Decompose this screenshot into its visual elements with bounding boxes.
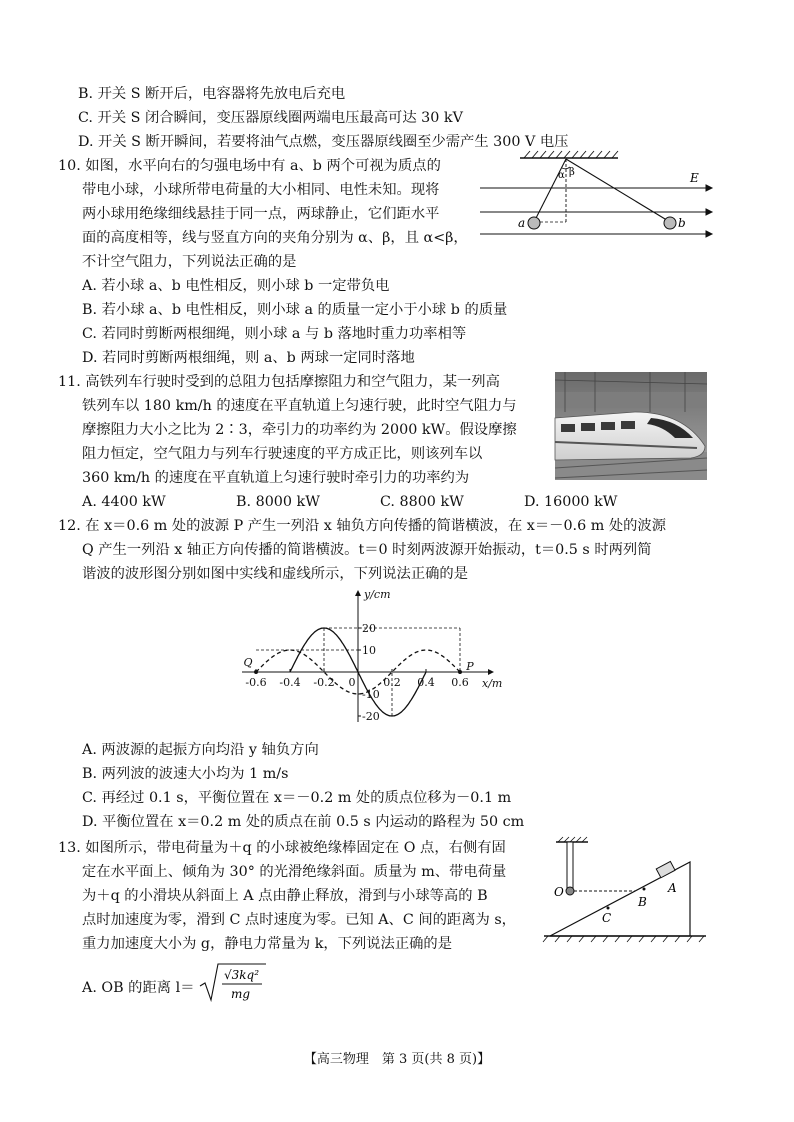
q13-radical [198, 962, 268, 1004]
q12-option-d: D. 平衡位置在 x＝0.2 m 处的质点在前 0.5 s 内运动的路程为 50 cm [82, 814, 525, 830]
prev-option-c: C. 开关 S 闭合瞬间，变压器原线圈两端电压最高可达 30 kV [78, 110, 463, 126]
string-b [566, 159, 670, 222]
q13-line1: 13. 如图所示，带电荷量为＋q 的小球被绝缘棒固定在 O 点，右侧有固 [58, 840, 506, 856]
string-a [534, 159, 566, 222]
source-q-label: Q [243, 656, 253, 669]
x-axis-arrow [488, 669, 494, 675]
y-tick-label: 20 [362, 622, 376, 635]
point-b-label: B [638, 895, 647, 909]
q10-option-b: B. 若小球 a、b 电性相反，则小球 a 的质量一定小于小球 b 的质量 [82, 302, 508, 318]
q10-line1: 10. 如图，水平向右的匀强电场中有 a、b 两个可视为质点的 [58, 158, 441, 174]
q11-line4: 阻力恒定，空气阻力与列车行驶速度的平方成正比，则该列车以 [82, 446, 483, 462]
alpha-label: α [558, 170, 565, 181]
y-tick-label: 10 [362, 644, 376, 657]
insulating-rod [567, 842, 573, 890]
field-label: E [690, 171, 699, 185]
x-tick-label: -0.4 [279, 676, 301, 689]
point-c [607, 907, 610, 910]
incline-figure [540, 836, 710, 946]
q12-line3: 谐波的波形图分别如图中实线和虚线所示，下列说法正确的是 [82, 566, 469, 582]
source-p-label: P [466, 660, 474, 673]
y-axis-arrow [355, 590, 361, 596]
source-p-point [458, 670, 462, 674]
q13-option-a: A. OB 的距离 l＝ [82, 980, 195, 996]
q10-line5: 不计空气阻力，下列说法正确的是 [82, 254, 297, 270]
q10-option-a: A. 若小球 a、b 电性相反，则小球 b 一定带负电 [82, 278, 390, 294]
q13-fraction-denominator: mg [231, 987, 251, 1001]
q11-line3: 摩擦阻力大小之比为 2∶3，牵引力的功率约为 2000 kW。假设摩擦 [82, 422, 517, 438]
ball-b [664, 217, 676, 229]
q13-line4: 点时加速度为零，滑到 C 点时速度为零。已知 A、C 间的距离为 s， [82, 912, 516, 928]
wave-chart [236, 586, 506, 732]
beta-label: β [569, 167, 575, 178]
q13-line3: 为＋q 的小滑块从斜面上 A 点由静止释放，滑到与小球等高的 B [82, 888, 488, 904]
source-q-point [254, 670, 258, 674]
ceiling-q13 [556, 837, 588, 842]
q10-line4: 面的高度相等，线与竖直方向的夹角分别为 α、β，且 α<β， [82, 230, 468, 246]
q11-line2: 铁列车以 180 km/h 的速度在平直轨道上匀速行驶，此时空气阻力与 [82, 398, 517, 414]
q13-line5: 重力加速度大小为 g，静电力常量为 k，下列说法正确的是 [82, 936, 453, 952]
y-tick-label: -10 [362, 688, 380, 701]
ball-b-label: b [678, 216, 686, 230]
y-tick-label: -20 [362, 710, 380, 723]
y-axis-label: y/cm [364, 588, 391, 601]
q11-option-c: C. 8800 kW [380, 494, 464, 510]
point-a-label: A [668, 881, 677, 895]
q12-line2: Q 产生一列沿 x 轴正方向传播的简谐横波。t＝0 时刻两波源开始振动，t＝0.5 s 时两列简 [82, 542, 652, 558]
x-axis-label: x/m [482, 677, 503, 690]
q10-figure [478, 148, 714, 248]
q12-line1: 12. 在 x＝0.6 m 处的波源 P 产生一列沿 x 轴负方向传播的简谐横波，在 x＝－0.6 m 处的波源 [58, 518, 667, 534]
q10-line3: 两小球用绝缘细线悬挂于同一点，两球静止，它们距水平 [82, 206, 440, 222]
q12-option-b: B. 两列波的波速大小均为 1 m/s [82, 766, 289, 782]
prev-option-d: D. 开关 S 断开瞬间，若要将油气点燃，变压器原线圈至少需产生 300 V 电压 [78, 134, 569, 150]
q11-option-d: D. 16000 kW [524, 494, 618, 510]
q11-line1: 11. 高铁列车行驶时受到的总阻力包括摩擦阻力和空气阻力，某一列高 [58, 374, 500, 390]
ball-a [528, 217, 540, 229]
x-tick-label: 0 [348, 676, 356, 689]
x-tick-label: -0.6 [245, 676, 267, 689]
x-tick-label: 0.2 [383, 676, 401, 689]
charged-ball-o [566, 887, 574, 895]
q12-option-c: C. 再经过 0.1 s，平衡位置在 x＝－0.2 m 处的质点位移为－0.1 m [82, 790, 512, 806]
q10-option-d: D. 若同时剪断两根细绳，则 a、b 两球一定同时落地 [82, 350, 415, 366]
x-tick-label: 0.6 [451, 676, 469, 689]
q13-line2: 定在水平面上、倾角为 30° 的光滑绝缘斜面。质量为 m、带电荷量 [82, 864, 507, 880]
q10-option-c: C. 若同时剪断两根细绳，则小球 a 与 b 落地时重力功率相等 [82, 326, 467, 342]
train-photo [555, 372, 707, 480]
q11-option-a: A. 4400 kW [82, 494, 166, 510]
x-tick-label: 0.4 [417, 676, 435, 689]
page-footer: 【高三物理 第 3 页(共 8 页)】 [303, 1052, 491, 1067]
q10-line2: 带电小球，小球所带电荷量的大小相同、电性未知。现将 [82, 182, 440, 198]
x-tick-label: -0.2 [313, 676, 335, 689]
prev-option-b: B. 开关 S 断开后，电容器将先放电后充电 [78, 86, 346, 102]
q11-line5: 360 km/h 的速度在平直轨道上匀速行驶时牵引力的功率约为 [82, 470, 470, 486]
ceiling [520, 151, 618, 158]
q13-fraction-numerator: √3kq² [224, 968, 260, 982]
q11-option-b: B. 8000 kW [236, 494, 320, 510]
point-c-label: C [602, 911, 612, 925]
point-b [643, 888, 646, 891]
point-o-label: O [554, 885, 564, 899]
ball-a-label: a [518, 216, 526, 230]
wave-axes [242, 588, 502, 723]
q12-option-a: A. 两波源的起振方向均沿 y 轴负方向 [82, 742, 319, 758]
